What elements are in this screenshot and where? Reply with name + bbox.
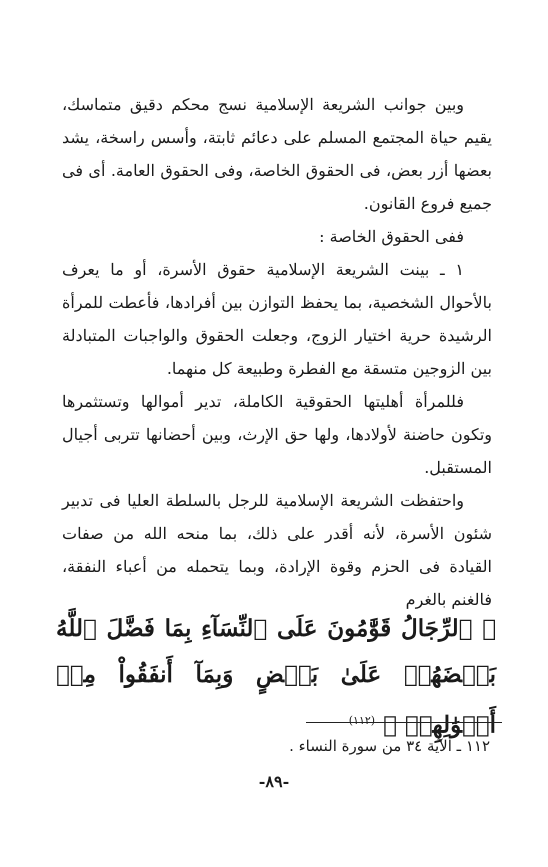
quran-verse <box>56 606 496 749</box>
main-text <box>62 88 492 616</box>
verse-text: ﴿ ٱلرِّجَالُ قَوَّٰمُونَ عَلَى ٱلنِّسَآءِ بِمَا فَضَّلَ ٱللَّهُ بَعۡضَهُمۡ عَلَىٰ بَعۡضٍ وَبِمَآ أَنفَقُواْ مِنۡ أَمۡوَٰلِهِمۡ ﴾ <box>56 615 496 739</box>
paragraph-woman-rights: فللمرأة أهليتها الحقوقية الكاملة، تدير أموالها وتستثمرها وتكون حاضنة لأولادها، ولها حق الإرث، وبين أحضانها تتربى أجيال المستقبل. <box>62 392 492 477</box>
paragraph-family-rights: ١ ـ بينت الشريعة الإسلامية حقوق الأسرة، أو ما يعرف بالأحوال الشخصية، بما يحفظ التوازن بين أفرادها، فأعطت للمرأة الرشيدة حرية اختيار الزوج، وجعلت الحقوق والواجبات المتبادلة بين الزوجين متسقة مع الفطرة وطبيعة كل منهما. <box>62 260 492 378</box>
footnote-text: ١١٢ ـ الآية ٣٤ من سورة النساء . <box>289 737 490 755</box>
paragraph-intro: وبين جوانب الشريعة الإسلامية نسج محكم دقيق متماسك، يقيم حياة المجتمع المسلم على دعائم ثابتة، وأسس راسخة، يشد بعضها أزر بعض، فى الحقوق الخاصة، وفى الحقوق العامة. أى فى جميع فروع القانون. <box>62 95 492 213</box>
paragraph-man-authority: واحتفظت الشريعة الإسلامية للرجل بالسلطة العليا فى تدبير شئون الأسرة، لأنه أقدر على ذلك، بما منحه الله من صفات القيادة فى الحزم وقوة الإرادة، وبما يتحمله من أعباء النفقة، فالغنم بالغرم <box>62 491 492 609</box>
page-number: -٨٩- <box>258 772 290 791</box>
section-heading-private-rights: ففى الحقوق الخاصة : <box>319 227 464 246</box>
footnote-reference: (١١٢) <box>348 714 376 727</box>
footnote-divider <box>306 722 502 723</box>
